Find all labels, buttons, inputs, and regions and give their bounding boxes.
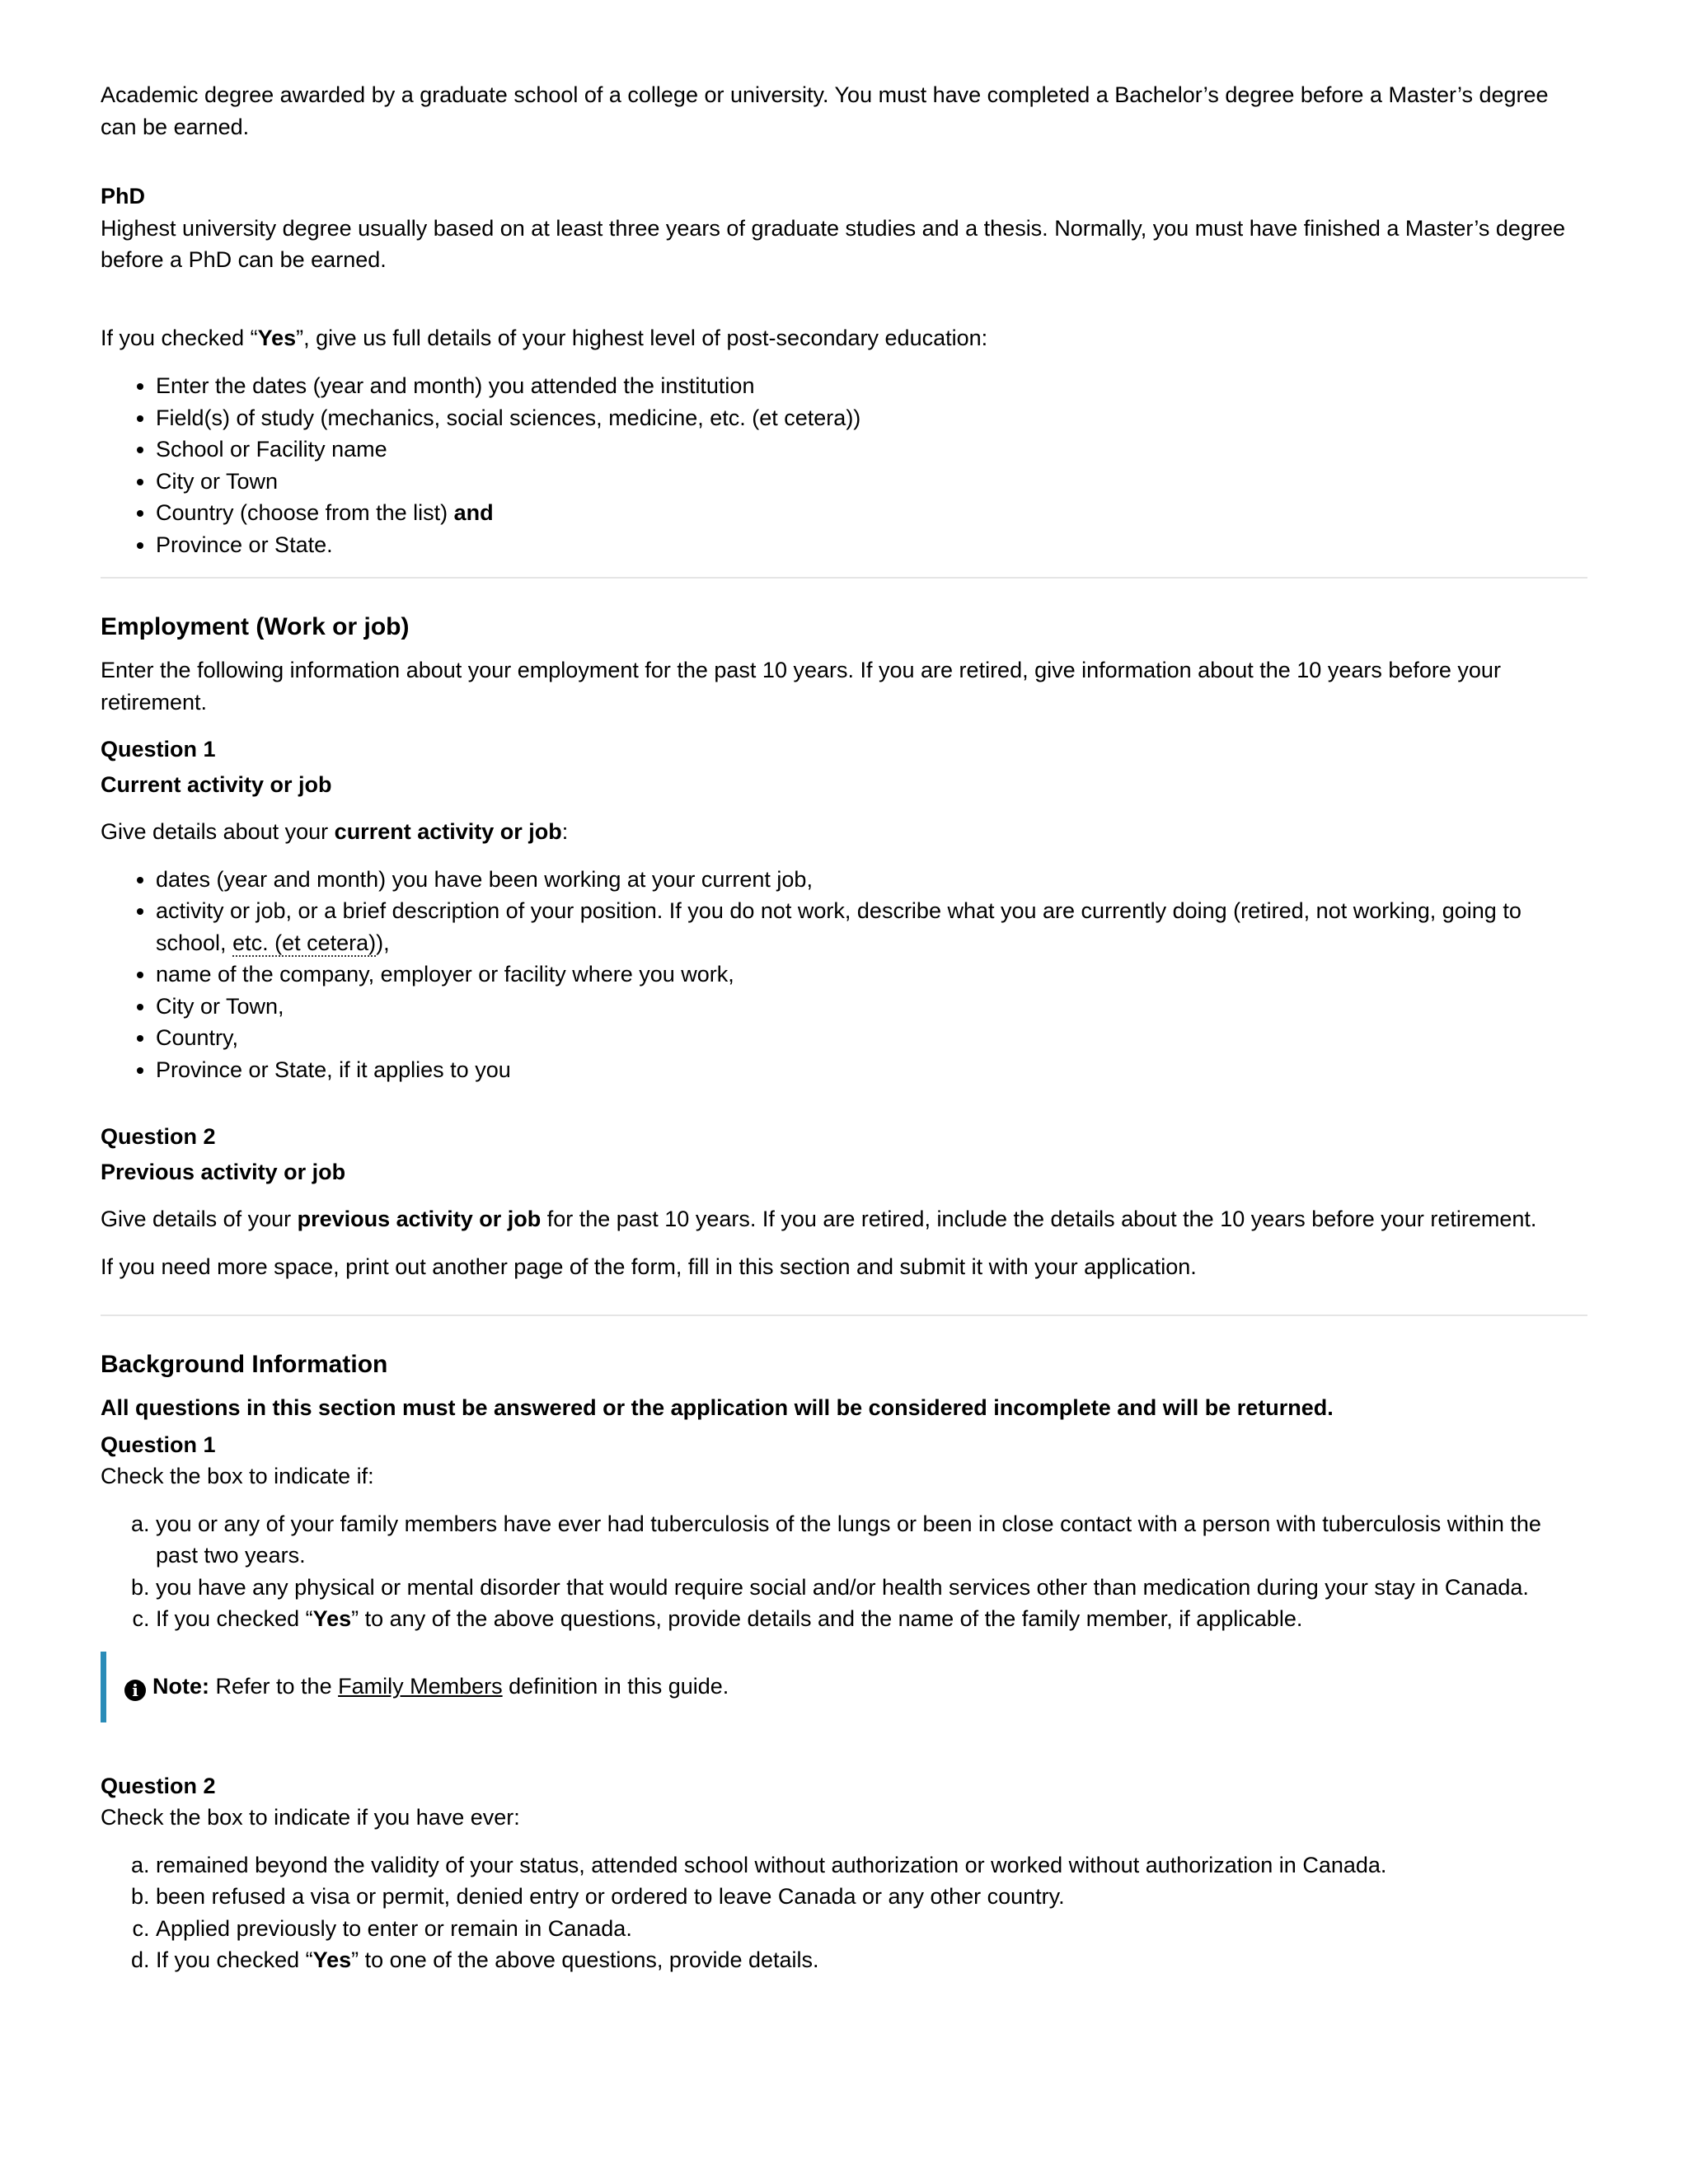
employment-intro: Enter the following information about your employment for the past 10 years. If you are retired, give information about the 10 years before your retirement. [101,658,1501,715]
background-q1-list [101,1508,1587,1635]
list-item: • School or Facility name [156,434,1587,466]
masters-description: Academic degree awarded by a graduate school of a college or university. You must have completed a Bachelor’s degree before a Master’s degree can be earned. [101,82,1549,139]
background-q2-intro: Check the box to indicate if you have ever: [101,1805,520,1830]
note-callout: i Note: Refer to the Family Members definition in this guide. [101,1652,1587,1722]
list-item: • Province or State, if it applies to you [156,1054,1587,1086]
employment-q2-label: Question 2 [101,1124,216,1149]
background-heading: Background Information [101,1351,388,1378]
guide-page [101,0,1587,1976]
education-intro: If you checked “Yes”, give us full details of your highest level of post-secondary education: [101,325,988,350]
list-item: • name of the company, employer or facility where you work, [156,958,1587,991]
background-q1-label: Question 1 [101,1432,216,1457]
phd-title: PhD [101,184,145,209]
list-item: • activity or job, or a brief description of your position. If you do not work, describe what you are currently doing (retired, not working, going to school, etc. (et cetera)), [156,895,1587,958]
list-item: a. you or any of your family members have ever had tuberculosis of the lungs or been in close contact with a person with tuberculosis within the past two years. [156,1508,1587,1572]
employment-q1-title: Current activity or job [101,771,332,797]
employment-q2-title: Previous activity or job [101,1159,346,1184]
employment-heading: Employment (Work or job) [101,613,410,640]
list-item: • City or Town, [156,991,1587,1023]
background-q2-label: Question 2 [101,1773,216,1798]
list-item: c. If you checked “Yes” to any of the above questions, provide details and the name of the family member, if applicable. [156,1603,1587,1635]
list-item: b. been refused a visa or permit, denied entry or ordered to leave Canada or any other country. [156,1881,1587,1913]
abbr-etc: etc. (et cetera) [232,930,377,955]
list-item: • Field(s) of study (mechanics, social sciences, medicine, etc. (et cetera)) [156,402,1587,434]
list-item: b. you have any physical or mental disorder that would require social and/or health services other than medication during your stay in Canada. [156,1572,1587,1604]
background-q2-list [101,1849,1587,1976]
education-details-list [101,370,1587,560]
info-circle-icon: i [124,1680,146,1701]
list-item: d. If you checked “Yes” to one of the above questions, provide details. [156,1944,1587,1976]
list-item: a. remained beyond the validity of your status, attended school without authorization or worked without authorization in Canada. [156,1849,1587,1882]
note-label: Note: [152,1674,209,1699]
employment-q2-text2: If you need more space, print out another page of the form, fill in this section and submit it with your application. [101,1254,1197,1279]
list-item: • Country (choose from the list) and [156,497,1587,529]
list-item: • dates (year and month) you have been working at your current job, [156,864,1587,896]
list-item: • Country, [156,1022,1587,1054]
list-item: c. Applied previously to enter or remain in Canada. [156,1913,1587,1945]
phd-description: Highest university degree usually based on at least three years of graduate studies and a thesis. Normally, you must have finished a Master’s degree before a PhD can be earned. [101,215,1565,272]
employment-q2-text: Give details of your previous activity or job for the past 10 years. If you are retired, include the details about the 10 years before your retirement. [101,1207,1537,1231]
list-item: • Province or State. [156,529,1587,561]
background-q1-intro: Check the box to indicate if: [101,1464,374,1488]
list-item: • Enter the dates (year and month) you attended the institution [156,370,1587,402]
background-warning: All questions in this section must be answered or the application will be considered incomplete and will be returned. [101,1395,1334,1420]
employment-q1-label: Question 1 [101,737,216,762]
current-job-list [101,864,1587,1086]
employment-q1-text: Give details about your current activity or job: [101,819,569,844]
list-item: • City or Town [156,466,1587,498]
family-members-link[interactable]: Family Members [338,1674,503,1699]
